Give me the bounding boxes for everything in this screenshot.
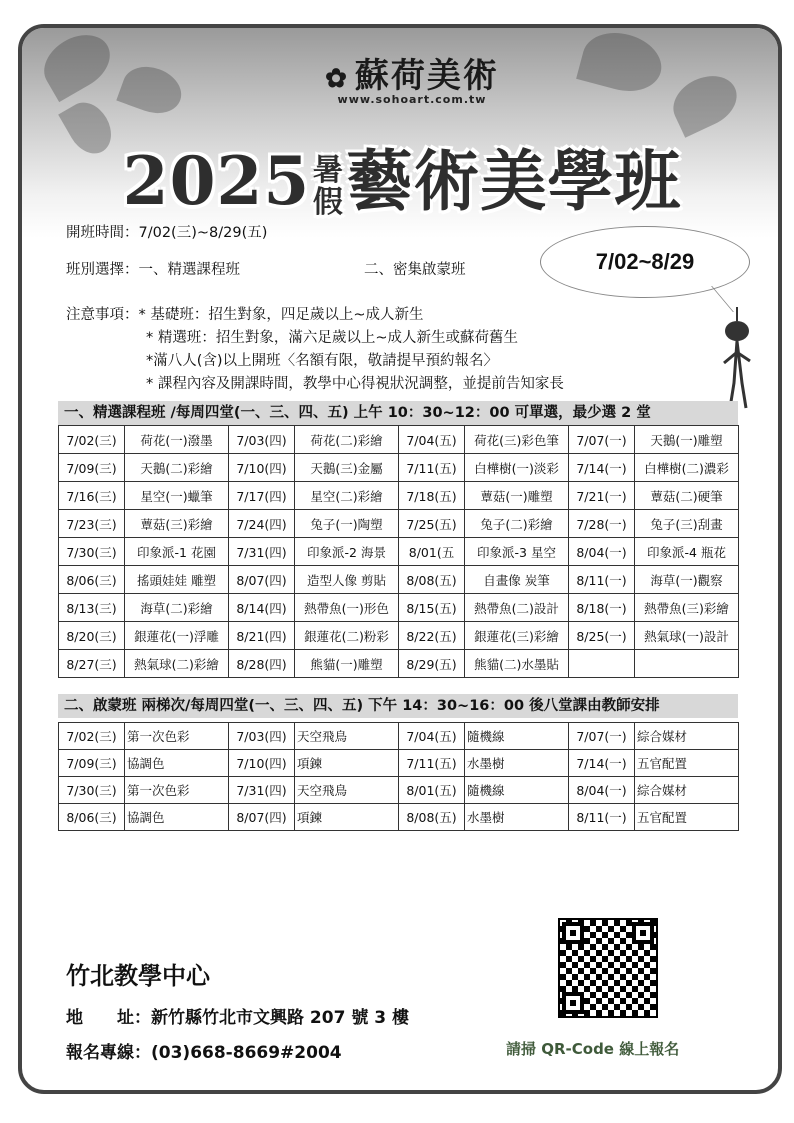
table-row: [59, 594, 739, 622]
course-cell: 銀蓮花(一)浮雕: [125, 622, 229, 650]
date-cell: 7/14(一): [569, 454, 635, 482]
date-cell: 8/13(三): [59, 594, 125, 622]
course-cell: 第一次色彩: [125, 723, 229, 750]
date-cell: 7/23(三): [59, 510, 125, 538]
date-cell: 7/18(五): [399, 482, 465, 510]
leaf-decoration: [116, 59, 187, 121]
date-bubble: 7/02~8/29: [540, 226, 750, 298]
title-main: 藝術美學班: [346, 142, 682, 220]
address-text: 地 址：新竹縣竹北市文興路 207 號 3 樓: [66, 1008, 409, 1028]
course-cell: 白樺樹(一)淡彩: [465, 454, 569, 482]
course-cell: 熱帶魚(三)彩繪: [635, 594, 739, 622]
course-cell: 兔子(一)陶塑: [295, 510, 399, 538]
course-cell: 蕈菇(三)彩繪: [125, 510, 229, 538]
date-cell: 8/28(四): [229, 650, 295, 678]
date-cell: 7/11(五): [399, 454, 465, 482]
course-cell: 水墨樹: [465, 750, 569, 777]
note-line: 注意事項：* 基礎班：招生對象，四足歲以上~成人新生: [66, 307, 424, 323]
qr-note: 請掃 QR-Code 線上報名: [506, 1040, 680, 1058]
course-cell: 綜合媒材: [635, 777, 739, 804]
table-row: [59, 454, 739, 482]
course-cell: 白樺樹(二)濃彩: [635, 454, 739, 482]
course-cell: 天鵝(一)雕塑: [635, 426, 739, 454]
brand-logo: [267, 48, 557, 118]
leaf-decoration: [665, 66, 745, 137]
table-row: [59, 566, 739, 594]
date-cell: 7/07(一): [569, 426, 635, 454]
table-row: [59, 510, 739, 538]
date-cell: 7/28(一): [569, 510, 635, 538]
date-cell: 7/04(五): [399, 426, 465, 454]
center-name: 竹北教學中心: [66, 962, 210, 990]
table-row: [59, 538, 739, 566]
date-cell: 8/06(三): [59, 804, 125, 831]
course-cell: 項鍊: [295, 804, 399, 831]
course-cell: 兔子(三)刮畫: [635, 510, 739, 538]
table-row: [59, 622, 739, 650]
title-year: 2025: [122, 142, 311, 220]
course-cell: 項鍊: [295, 750, 399, 777]
date-cell: 7/31(四): [229, 777, 295, 804]
date-cell: 8/01(五: [399, 538, 465, 566]
date-cell: 8/07(四): [229, 804, 295, 831]
course-cell: 天鵝(二)彩繪: [125, 454, 229, 482]
date-cell: 8/04(一): [569, 777, 635, 804]
date-cell: 7/10(四): [229, 750, 295, 777]
date-cell: 7/30(三): [59, 777, 125, 804]
date-cell: 8/06(三): [59, 566, 125, 594]
page-title: [102, 128, 702, 223]
period-text: 開班時間：7/02(三)~8/29(五): [66, 225, 268, 241]
course-cell: 天鵝(三)金屬: [295, 454, 399, 482]
table-row: [59, 426, 739, 454]
course-cell: 星空(一)蠟筆: [125, 482, 229, 510]
date-cell: 7/04(五): [399, 723, 465, 750]
course-cell: 熱氣球(一)設計: [635, 622, 739, 650]
table-row: [59, 777, 739, 804]
date-cell: 7/24(四): [229, 510, 295, 538]
date-cell: 8/01(五): [399, 777, 465, 804]
date-cell: 8/04(一): [569, 538, 635, 566]
date-cell: 8/08(五): [399, 566, 465, 594]
date-cell: 8/11(一): [569, 804, 635, 831]
contact-block: [66, 956, 409, 1073]
course-cell: [635, 650, 739, 678]
date-cell: 8/21(四): [229, 622, 295, 650]
table-row: [59, 482, 739, 510]
course-cell: 星空(二)彩繪: [295, 482, 399, 510]
date-cell: 7/02(三): [59, 723, 125, 750]
course-cell: 銀蓮花(三)彩繪: [465, 622, 569, 650]
brand-name: 蘇荷美術: [354, 56, 499, 96]
course-cell: 銀蓮花(二)粉彩: [295, 622, 399, 650]
course-cell: 海草(一)觀察: [635, 566, 739, 594]
date-cell: 8/08(五): [399, 804, 465, 831]
course-cell: 海草(二)彩繪: [125, 594, 229, 622]
date-cell: 8/14(四): [229, 594, 295, 622]
section2-table: [58, 722, 739, 831]
section1-header: 一、精選課程班 /每周四堂(一、三、四、五) 上午 10：30~12：00 可單選，最少選 2 堂: [58, 401, 738, 425]
date-cell: 7/03(四): [229, 426, 295, 454]
date-cell: 7/25(五): [399, 510, 465, 538]
course-cell: 五官配置: [635, 750, 739, 777]
note-line: *滿八人(含)以上開班〈名額有限，敬請提早預約報名〉: [146, 353, 499, 369]
course-cell: 印象派-3 星空: [465, 538, 569, 566]
date-cell: 8/20(三): [59, 622, 125, 650]
date-cell: 7/07(一): [569, 723, 635, 750]
section2-header: 二、啟蒙班 兩梯次/每周四堂(一、三、四、五) 下午 14：30~16：00 後八堂課由教師安排: [58, 694, 738, 718]
leaf-decoration: [576, 25, 668, 100]
course-cell: 印象派-2 海景: [295, 538, 399, 566]
class-select-second: 二、密集啟蒙班: [364, 262, 466, 278]
date-cell: 7/02(三): [59, 426, 125, 454]
course-cell: 荷花(二)彩繪: [295, 426, 399, 454]
table-row: [59, 650, 739, 678]
date-cell: 8/18(一): [569, 594, 635, 622]
course-cell: 熊貓(二)水墨貼: [465, 650, 569, 678]
course-cell: 隨機線: [465, 777, 569, 804]
date-cell: [569, 650, 635, 678]
note-line: * 精選班：招生對象，滿六足歲以上~成人新生或蘇荷舊生: [146, 330, 519, 346]
figure-illustration-icon: [722, 303, 752, 413]
course-cell: 天空飛鳥: [295, 777, 399, 804]
course-cell: 印象派-4 瓶花: [635, 538, 739, 566]
table-row: [59, 804, 739, 831]
date-cell: 7/16(三): [59, 482, 125, 510]
course-cell: 第一次色彩: [125, 777, 229, 804]
note-line: * 課程內容及開課時間，教學中心得視狀況調整，並提前告知家長: [146, 376, 564, 392]
date-cell: 8/27(三): [59, 650, 125, 678]
course-cell: 協調色: [125, 750, 229, 777]
course-cell: 自畫像 炭筆: [465, 566, 569, 594]
course-cell: 熱氣球(二)彩繪: [125, 650, 229, 678]
course-cell: 熊貓(一)雕塑: [295, 650, 399, 678]
date-cell: 8/15(五): [399, 594, 465, 622]
date-cell: 7/09(三): [59, 454, 125, 482]
course-cell: 綜合媒材: [635, 723, 739, 750]
course-cell: 蕈菇(一)雕塑: [465, 482, 569, 510]
table-row: [59, 723, 739, 750]
date-cell: 8/22(五): [399, 622, 465, 650]
course-cell: 五官配置: [635, 804, 739, 831]
date-cell: 8/25(一): [569, 622, 635, 650]
course-cell: 水墨樹: [465, 804, 569, 831]
brand-url: www.sohoart.com.tw: [337, 93, 487, 106]
phone-text: 報名專線：(03)668-8669#2004: [66, 1043, 342, 1063]
course-cell: 荷花(三)彩色筆: [465, 426, 569, 454]
course-cell: 協調色: [125, 804, 229, 831]
date-cell: 7/30(三): [59, 538, 125, 566]
leaf-decoration: [34, 24, 120, 102]
poster-frame: [18, 24, 782, 1094]
date-cell: 8/07(四): [229, 566, 295, 594]
date-cell: 8/29(五): [399, 650, 465, 678]
course-cell: 天空飛鳥: [295, 723, 399, 750]
date-cell: 8/11(一): [569, 566, 635, 594]
course-cell: 熱帶魚(二)設計: [465, 594, 569, 622]
date-cell: 7/11(五): [399, 750, 465, 777]
section1-table: [58, 425, 739, 678]
course-cell: 熱帶魚(一)形色: [295, 594, 399, 622]
class-select-text: 班別選擇：一、精選課程班: [66, 262, 240, 278]
course-cell: 兔子(二)彩繪: [465, 510, 569, 538]
course-cell: 造型人像 剪貼: [295, 566, 399, 594]
course-cell: 蕈菇(二)硬筆: [635, 482, 739, 510]
course-cell: 荷花(一)潑墨: [125, 426, 229, 454]
date-cell: 7/09(三): [59, 750, 125, 777]
date-cell: 7/31(四): [229, 538, 295, 566]
date-cell: 7/03(四): [229, 723, 295, 750]
course-cell: 印象派-1 花園: [125, 538, 229, 566]
date-cell: 7/21(一): [569, 482, 635, 510]
course-cell: 隨機線: [465, 723, 569, 750]
table-row: [59, 750, 739, 777]
title-sub: 暑 假: [312, 153, 344, 220]
date-cell: 7/10(四): [229, 454, 295, 482]
date-cell: 7/17(四): [229, 482, 295, 510]
qr-code-icon[interactable]: [558, 918, 658, 1018]
date-cell: 7/14(一): [569, 750, 635, 777]
brand-mark-icon: ✿: [325, 64, 349, 94]
course-cell: 搖頭娃娃 雕塑: [125, 566, 229, 594]
